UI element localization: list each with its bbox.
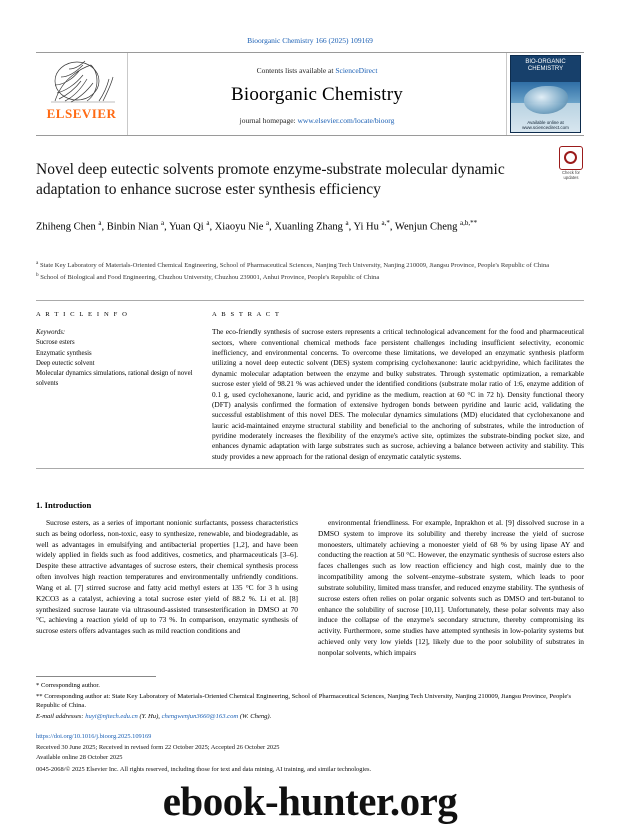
corresponding-author-note-2: ** Corresponding author at: State Key Laboratory of Materials-Oriented Chemical Engineering, School of Pharmaceutical Sciences, Nanjing Tech University, Nanjing 210009, Jiangsu Province, People's Republic of China. xyxy=(36,692,572,710)
email-owner-cheng: (W. Cheng). xyxy=(239,712,272,720)
affiliation-b: $^b$ School of Biological and Food Engineering, Chuzhou University, Chuzhou 239001, Anhui Province, People's Republic of China xyxy=(36,272,380,282)
body-column-left xyxy=(36,518,298,637)
email-link-cheng[interactable]: chengwenjun3660@163.com xyxy=(161,712,239,720)
body-paragraph: Sucrose esters, as a series of important nonionic surfactants, possess characteristics such as being odorless, non-toxic, easy to synthesize, renewable, and biodegradable, as well as advantages in emulsifying and antibacterial properties [1,2], and have been widely applied in fields such as food additives, cosmetics, and pharmaceuticals [3–6]. Despite these attractive advantages of sucrose esters, their chemical synthesis process often involves high reaction temperatures and environmentally unfriendly conditions. Wang et al. [7] stirred sucrose and fatty acid methyl esters at 135 °C for 3 h using K2CO3 as a catalyst, achieving a total sucrose ester yield of 88.2 %. Li et al. [8] synthesized sucrose laurate via ultrasound-assisted transesterification in DMSO at 70 °C, achieving a reaction yield of up to 73 %. In comparison, enzymatic synthesis of sucrose esters offers advantages such as mild reaction conditions and xyxy=(36,518,298,636)
cover-title: BIO-ORGANIC CHEMISTRY xyxy=(525,59,566,72)
journal-homepage-url[interactable]: www.elsevier.com/locate/bioorg xyxy=(297,115,395,125)
author-list: Zhiheng Chen $^a$, Binbin Nian $^a$, Yuan Qi $^a$, Xiaoyu Nie $^a$, Xuanling Zhang $^a$, Yi Hu $^{a,*}$, Wenjun Cheng $^{a,b,**}$ xyxy=(36,219,478,233)
copyright-line: 0045-2068/© 2025 Elsevier Inc. All rights reserved, including those for text and data mining, AI training, and similar technologies. xyxy=(36,766,372,773)
available-online: Available online 28 October 2025 xyxy=(36,753,123,761)
email-addresses-note xyxy=(36,712,584,722)
affiliation-a-text: State Key Laboratory of Materials-Oriented Chemical Engineering, School of Pharmaceutical Sciences, Nanjing Tech University, Nanjing 210009, Jiangsu Province, People's Republic of China xyxy=(39,262,550,270)
running-head: Bioorganic Chemistry 166 (2025) 109169 xyxy=(247,36,373,45)
affiliation-b-text: School of Biological and Food Engineering, Chuzhou University, Chuzhou 239001, Anhui Province, People's Republic of China xyxy=(40,274,380,282)
keyword-item: Deep eutectic solvent xyxy=(36,359,95,367)
section-title-introduction: 1. Introduction xyxy=(36,500,92,510)
affiliation-a: $^a$ State Key Laboratory of Materials-Oriented Chemical Engineering, School of Pharmaceutical Sciences, Nanjing Tech University, Nanjing 210009, Jiangsu Province, People's Republic of China xyxy=(36,260,550,270)
elsevier-tree-icon xyxy=(45,55,119,105)
body-paragraph: environmental friendliness. For example, Inprakhon et al. [9] dissolved sucrose in a DMSO system to improve its solubility and thereby increase the yield of sucrose monoesters, ultimately achieving a monoester yield of 68 % by using lipase AY and conducting the reaction at 50 °C. However, the enzymatic synthesis of sucrose esters also faces challenges such as low reaction efficiency and high cost, mainly due to the incompatibility among the solvent–enzyme–substrate system, which leads to poor substrate solubility, limited mass transfer, and reduced enzyme stability. The synthesis of sucrose esters often relies on polar organic solvents such as DMSO and tert-butanol to enhance the solubility of sucrose [10,11]. Unfortunately, these polar solvents may also induce the collapse of the enzyme's secondary structure, thereby compromising its activity. Furthermore, some studies have attempted synthesis in low-polarity systems but achieved only very low yields [12], likely due to the poor solubility of substrates in nonpolar solvents, which impairs xyxy=(318,518,584,657)
corresponding-author-note-1: * Corresponding author. xyxy=(36,682,100,689)
email-label: E-mail addresses: xyxy=(36,712,84,720)
contents-available-line xyxy=(257,66,378,75)
masthead-center xyxy=(128,53,506,135)
email-owner-hu: (Y. Hu), xyxy=(139,712,160,720)
affiliations xyxy=(36,260,556,284)
article-info-heading: A R T I C L E I N F O xyxy=(36,311,129,318)
info-divider-top xyxy=(36,300,584,301)
journal-homepage-line xyxy=(240,116,395,125)
page-title: Novel deep eutectic solvents promote enzyme-substrate molecular dynamic adaptation to enhance sucrose ester synthesis efficiency xyxy=(36,161,505,198)
homepage-prefix: journal homepage: xyxy=(239,115,298,125)
abstract-column xyxy=(212,310,584,462)
email-link-hu[interactable]: huyi@njtech.edu.cn xyxy=(85,712,138,720)
keyword-item: Sucrose esters xyxy=(36,339,75,347)
info-divider-bottom xyxy=(36,468,584,469)
crossmark-icon xyxy=(559,146,583,170)
journal-title: Bioorganic Chemistry xyxy=(231,83,403,105)
journal-cover-thumbnail xyxy=(506,53,584,135)
elsevier-logo xyxy=(36,53,128,135)
cover-image xyxy=(510,55,581,133)
elsevier-wordmark: ELSEVIER xyxy=(46,106,117,121)
keyword-item: Enzymatic synthesis xyxy=(36,349,92,357)
footnote-divider xyxy=(36,676,156,677)
keyword-item: Molecular dynamics simulations, rational design of novel solvents xyxy=(36,369,193,388)
doi-link[interactable]: https://doi.org/10.1016/j.bioorg.2025.109169 xyxy=(36,733,152,740)
abstract-heading: A B S T R A C T xyxy=(212,311,281,318)
article-info-column xyxy=(36,310,196,389)
watermark-text: ebook-hunter.org xyxy=(162,778,458,824)
footnotes xyxy=(36,676,584,722)
contents-prefix: Contents lists available at xyxy=(256,65,336,75)
sciencedirect-link[interactable]: ScienceDirect xyxy=(335,65,378,75)
received-dates: Received 30 June 2025; Received in revised form 22 October 2025; Accepted 26 October 2025 xyxy=(36,744,280,751)
publication-history xyxy=(36,743,584,762)
journal-masthead xyxy=(36,52,584,136)
keywords-label: Keywords: xyxy=(36,328,66,336)
body-column-right xyxy=(318,518,584,659)
crossmark-label: Check for updates xyxy=(562,170,580,180)
cover-graphic xyxy=(524,86,568,114)
abstract-text: The eco-friendly synthesis of sucrose esters represents a critical technological advancement for the food and pharmaceutical sectors, where conventional chemical methods face persistent challenges including insufficient selectivity, economic inefficiency, and environmental concerns. To overcome these limitations, we developed an enzymatic synthesis platform utilizing a novel deep eutectic solvent (DES) system comprising cyclohexanone: lauric acid:pyridine, which facilitates the dynamic molecular adaptation between the enzyme and bulky substrates. Through systematic optimization, a remarkable sucrose ester yield of 98.21 % was achieved under the identified conditions (substrate molar ratio of 1:6, enzyme addition of 0.1 g, used cyclohexanone, lauric acid, and pyridine as the medium, reaction at 60 °C in 72 h). Density functional theory (DFT) analysis confirmed the formation of extensive hydrogen bonds between pyridine and lauric acid, validating the successful establishment of this novel DES. The molecular dynamics simulations (MD) elucidated that cyclohexanone and lauric acid-maintained enzyme structural stability and beneficial to the anchoring of substrates, while the introduction of pyridine moderately increases the flexibility of the enzyme's active site, optimizes the substrate-binding pocket size, and enhances dynamic adaptation with large substrates such as sucrose, achieving a balance between activity and stability. This study provides a new approach for the rational design of enzymatic catalytic systems. xyxy=(212,327,584,461)
crossmark-badge[interactable] xyxy=(558,146,584,180)
cover-footer-text: Available online at www.sciencedirect.com xyxy=(522,120,569,130)
